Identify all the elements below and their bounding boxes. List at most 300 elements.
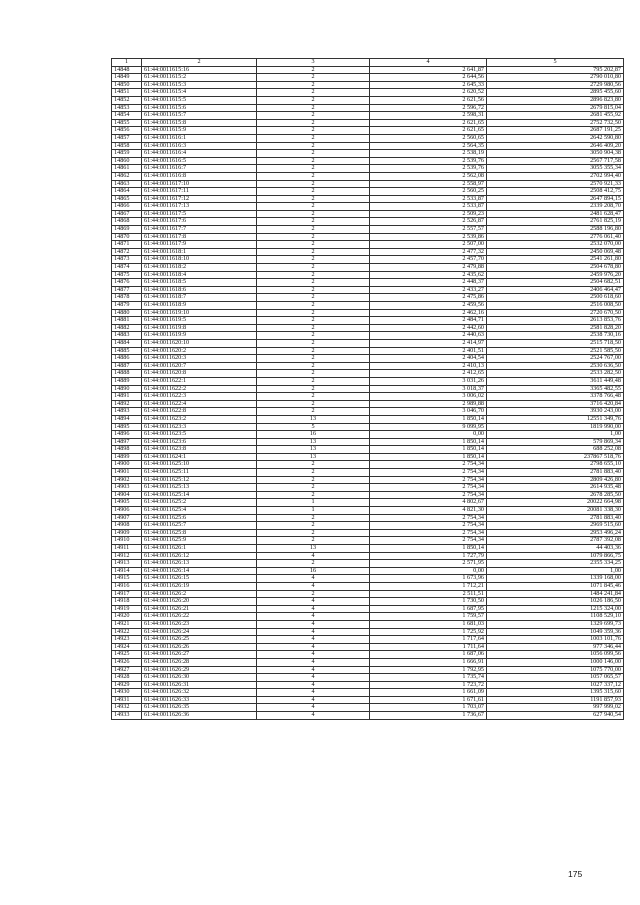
header-cell-4: 4 — [370, 59, 487, 67]
row-number-cell: 14904 — [112, 491, 142, 499]
cadastral-value-table — [111, 58, 624, 720]
zone-cell: 4 — [257, 598, 370, 606]
zone-cell: 4 — [257, 628, 370, 636]
table-row — [112, 689, 624, 697]
value-cell: 1079 866,75 — [487, 552, 624, 560]
row-number-cell: 14927 — [112, 666, 142, 674]
value-cell: 2896 823,80 — [487, 96, 624, 104]
value-cell: 2781 883,40 — [487, 514, 624, 522]
value-cell: 1819 990,00 — [487, 423, 624, 431]
zone-cell: 2 — [257, 294, 370, 302]
zone-cell: 4 — [257, 666, 370, 674]
area-cell: 2 620,52 — [370, 89, 487, 97]
table-row — [112, 134, 624, 142]
value-cell: 1026 186,50 — [487, 598, 624, 606]
zone-cell: 2 — [257, 157, 370, 165]
cadastral-number-cell: 61:44:0011626:1 — [142, 545, 257, 553]
cadastral-number-cell: 61:44:0011615:2 — [142, 74, 257, 82]
row-number-cell: 14930 — [112, 689, 142, 697]
row-number-cell: 14901 — [112, 469, 142, 477]
cadastral-number-cell: 61:44:0011618:5 — [142, 279, 257, 287]
zone-cell: 2 — [257, 537, 370, 545]
table-row — [112, 582, 624, 590]
table-row — [112, 408, 624, 416]
area-cell: 2 754,34 — [370, 529, 487, 537]
value-cell: 3611 449,48 — [487, 377, 624, 385]
row-number-cell: 14872 — [112, 248, 142, 256]
table-row — [112, 446, 624, 454]
cadastral-number-cell: 61:44:0011626:32 — [142, 689, 257, 697]
row-number-cell: 14917 — [112, 590, 142, 598]
value-cell: 1,00 — [487, 431, 624, 439]
cadastral-number-cell: 61:44:0011615:4 — [142, 89, 257, 97]
row-number-cell: 14921 — [112, 620, 142, 628]
table-row — [112, 507, 624, 515]
zone-cell: 13 — [257, 453, 370, 461]
table-row — [112, 620, 624, 628]
value-cell: 3055 355,34 — [487, 165, 624, 173]
cadastral-number-cell: 61:44:0011625:8 — [142, 529, 257, 537]
area-cell: 2 564,35 — [370, 142, 487, 150]
value-cell: 2646 409,20 — [487, 142, 624, 150]
value-cell: 2642 590,80 — [487, 134, 624, 142]
row-number-cell: 14933 — [112, 712, 142, 720]
table-row — [112, 165, 624, 173]
row-number-cell: 14928 — [112, 674, 142, 682]
row-number-cell: 14874 — [112, 264, 142, 272]
cadastral-number-cell: 61:44:0011625:10 — [142, 461, 257, 469]
row-number-cell: 14897 — [112, 438, 142, 446]
row-number-cell: 14891 — [112, 393, 142, 401]
value-cell: 2687 191,25 — [487, 127, 624, 135]
value-cell: 2787 392,08 — [487, 537, 624, 545]
zone-cell: 2 — [257, 347, 370, 355]
table-row — [112, 400, 624, 408]
zone-cell: 2 — [257, 119, 370, 127]
cadastral-number-cell: 61:44:0011617:11 — [142, 188, 257, 196]
area-cell: 2 558,97 — [370, 180, 487, 188]
area-cell: 1 717,64 — [370, 636, 487, 644]
area-cell: 4 802,67 — [370, 499, 487, 507]
value-cell: 2678 285,50 — [487, 491, 624, 499]
zone-cell: 2 — [257, 104, 370, 112]
area-cell: 1 850,14 — [370, 438, 487, 446]
area-cell: 2 448,37 — [370, 279, 487, 287]
area-cell: 2 754,34 — [370, 522, 487, 530]
zone-cell: 4 — [257, 696, 370, 704]
area-cell: 2 560,65 — [370, 134, 487, 142]
table-row — [112, 127, 624, 135]
area-cell: 1 792,95 — [370, 666, 487, 674]
zone-cell: 2 — [257, 74, 370, 82]
area-cell: 2 562,08 — [370, 172, 487, 180]
area-cell: 2 754,34 — [370, 469, 487, 477]
cadastral-number-cell: 61:44:0011622:8 — [142, 408, 257, 416]
table-row — [112, 89, 624, 97]
table-row — [112, 248, 624, 256]
value-cell: 1339 168,00 — [487, 575, 624, 583]
zone-cell: 4 — [257, 575, 370, 583]
table-row — [112, 324, 624, 332]
area-cell: 2 539,86 — [370, 233, 487, 241]
cadastral-number-cell: 61:44:0011623:2 — [142, 415, 257, 423]
table-row — [112, 613, 624, 621]
cadastral-number-cell: 61:44:0011617:13 — [142, 203, 257, 211]
area-cell: 1 703,07 — [370, 704, 487, 712]
area-cell: 2 475,86 — [370, 294, 487, 302]
value-cell: 237867 518,76 — [487, 453, 624, 461]
cadastral-number-cell: 61:44:0011625:14 — [142, 491, 257, 499]
table-row — [112, 499, 624, 507]
row-number-cell: 14851 — [112, 89, 142, 97]
cadastral-number-cell: 61:44:0011617:7 — [142, 226, 257, 234]
cadastral-number-cell: 61:44:0011619:5 — [142, 317, 257, 325]
area-cell: 0,00 — [370, 567, 487, 575]
value-cell: 2355 334,25 — [487, 560, 624, 568]
area-cell: 2 754,34 — [370, 537, 487, 545]
value-cell: 795 202,87 — [487, 66, 624, 74]
zone-cell: 2 — [257, 324, 370, 332]
cadastral-number-cell: 61:44:0011625:4 — [142, 507, 257, 515]
value-cell: 2450 069,48 — [487, 248, 624, 256]
row-number-cell: 14857 — [112, 134, 142, 142]
area-cell: 2 410,13 — [370, 362, 487, 370]
header-cell-5: 5 — [487, 59, 624, 67]
cadastral-number-cell: 61:44:0011622:2 — [142, 385, 257, 393]
value-cell: 1075 770,00 — [487, 666, 624, 674]
row-number-cell: 14920 — [112, 613, 142, 621]
table-row — [112, 522, 624, 530]
cadastral-number-cell: 61:44:0011622:1 — [142, 377, 257, 385]
cadastral-number-cell: 61:44:0011626:20 — [142, 598, 257, 606]
area-cell: 2 989,88 — [370, 400, 487, 408]
zone-cell: 2 — [257, 180, 370, 188]
table-row — [112, 385, 624, 393]
area-cell: 2 442,60 — [370, 324, 487, 332]
value-cell: 2781 883,40 — [487, 469, 624, 477]
value-cell: 2504 678,80 — [487, 264, 624, 272]
area-cell: 2 457,70 — [370, 256, 487, 264]
area-cell: 9 099,95 — [370, 423, 487, 431]
area-cell: 1 850,14 — [370, 545, 487, 553]
value-cell: 2809 426,80 — [487, 476, 624, 484]
table-row — [112, 180, 624, 188]
table-row — [112, 286, 624, 294]
row-number-cell: 14902 — [112, 476, 142, 484]
row-number-cell: 14898 — [112, 446, 142, 454]
row-number-cell: 14892 — [112, 400, 142, 408]
table-body — [112, 59, 624, 720]
value-cell: 2538 730,16 — [487, 332, 624, 340]
table-row — [112, 461, 624, 469]
zone-cell: 2 — [257, 279, 370, 287]
cadastral-number-cell: 61:44:0011615:3 — [142, 81, 257, 89]
row-number-cell: 14903 — [112, 484, 142, 492]
value-cell: 2588 196,80 — [487, 226, 624, 234]
zone-cell: 4 — [257, 620, 370, 628]
cadastral-number-cell: 61:44:0011619:8 — [142, 324, 257, 332]
zone-cell: 2 — [257, 286, 370, 294]
value-cell: 20081 338,30 — [487, 507, 624, 515]
row-number-cell: 14869 — [112, 226, 142, 234]
cadastral-number-cell: 61:44:0011618:10 — [142, 256, 257, 264]
row-number-cell: 14879 — [112, 302, 142, 310]
area-cell: 1 711,64 — [370, 643, 487, 651]
area-cell: 2 598,31 — [370, 112, 487, 120]
row-number-cell: 14922 — [112, 628, 142, 636]
table-row — [112, 66, 624, 74]
area-cell: 1 681,03 — [370, 620, 487, 628]
zone-cell: 2 — [257, 408, 370, 416]
value-cell: 2481 628,47 — [487, 210, 624, 218]
value-cell: 2702 994,40 — [487, 172, 624, 180]
value-cell: 12551 349,76 — [487, 415, 624, 423]
cadastral-number-cell: 61:44:0011626:33 — [142, 696, 257, 704]
row-number-cell: 14931 — [112, 696, 142, 704]
zone-cell: 2 — [257, 302, 370, 310]
table-row — [112, 605, 624, 613]
area-cell: 1 736,67 — [370, 712, 487, 720]
cadastral-number-cell: 61:44:0011616:5 — [142, 157, 257, 165]
header-cell-3: 3 — [257, 59, 370, 67]
value-cell: 1215 324,00 — [487, 605, 624, 613]
value-cell: 2508 412,75 — [487, 188, 624, 196]
zone-cell: 2 — [257, 362, 370, 370]
area-cell: 2 412,65 — [370, 370, 487, 378]
area-cell: 2 526,87 — [370, 218, 487, 226]
value-cell: 2567 717,58 — [487, 157, 624, 165]
table-row — [112, 423, 624, 431]
row-number-cell: 14868 — [112, 218, 142, 226]
area-cell: 2 621,65 — [370, 119, 487, 127]
value-cell: 1049 359,36 — [487, 628, 624, 636]
table-row — [112, 195, 624, 203]
row-number-cell: 14853 — [112, 104, 142, 112]
zone-cell: 4 — [257, 613, 370, 621]
area-cell: 1 850,14 — [370, 446, 487, 454]
value-cell: 2969 515,60 — [487, 522, 624, 530]
row-number-cell: 14876 — [112, 279, 142, 287]
table-row — [112, 438, 624, 446]
table-row — [112, 469, 624, 477]
zone-cell: 16 — [257, 567, 370, 575]
table-row — [112, 309, 624, 317]
zone-cell: 2 — [257, 226, 370, 234]
cadastral-number-cell: 61:44:0011618:4 — [142, 271, 257, 279]
zone-cell: 4 — [257, 712, 370, 720]
row-number-cell: 14923 — [112, 636, 142, 644]
area-cell: 1 723,72 — [370, 681, 487, 689]
table-row — [112, 674, 624, 682]
value-cell: 1191 857,93 — [487, 696, 624, 704]
value-cell: 977 346,44 — [487, 643, 624, 651]
zone-cell: 2 — [257, 218, 370, 226]
cadastral-number-cell: 61:44:0011626:13 — [142, 560, 257, 568]
value-cell: 2339 208,70 — [487, 203, 624, 211]
zone-cell: 4 — [257, 681, 370, 689]
zone-cell: 2 — [257, 317, 370, 325]
row-number-cell: 14882 — [112, 324, 142, 332]
area-cell: 2 538,19 — [370, 150, 487, 158]
table-row — [112, 514, 624, 522]
cadastral-number-cell: 61:44:0011616:8 — [142, 172, 257, 180]
table-row — [112, 377, 624, 385]
row-number-cell: 14883 — [112, 332, 142, 340]
cadastral-number-cell: 61:44:0011620:8 — [142, 370, 257, 378]
row-number-cell: 14926 — [112, 658, 142, 666]
cadastral-number-cell: 61:44:0011615:7 — [142, 112, 257, 120]
area-cell: 1 850,14 — [370, 453, 487, 461]
zone-cell: 2 — [257, 264, 370, 272]
value-cell: 2681 455,92 — [487, 112, 624, 120]
area-cell: 2 477,32 — [370, 248, 487, 256]
area-cell: 2 596,72 — [370, 104, 487, 112]
value-cell: 3716 420,84 — [487, 400, 624, 408]
cadastral-number-cell: 61:44:0011625:12 — [142, 476, 257, 484]
cadastral-number-cell: 61:44:0011625:6 — [142, 514, 257, 522]
table-row — [112, 453, 624, 461]
area-cell: 2 462,16 — [370, 309, 487, 317]
area-cell: 2 621,56 — [370, 96, 487, 104]
value-cell: 3930 243,00 — [487, 408, 624, 416]
zone-cell: 1 — [257, 499, 370, 507]
value-cell: 2581 828,20 — [487, 324, 624, 332]
table-row — [112, 598, 624, 606]
area-cell: 1 759,57 — [370, 613, 487, 621]
area-cell: 1 730,50 — [370, 598, 487, 606]
zone-cell: 2 — [257, 332, 370, 340]
cadastral-number-cell: 61:44:0011615:16 — [142, 66, 257, 74]
zone-cell: 4 — [257, 674, 370, 682]
value-cell: 1057 065,57 — [487, 674, 624, 682]
cadastral-number-cell: 61:44:0011625:2 — [142, 499, 257, 507]
zone-cell: 13 — [257, 438, 370, 446]
table-row — [112, 256, 624, 264]
cadastral-number-cell: 61:44:0011626:15 — [142, 575, 257, 583]
row-number-cell: 14912 — [112, 552, 142, 560]
table-row — [112, 332, 624, 340]
value-cell: 1329 699,73 — [487, 620, 624, 628]
table-row — [112, 226, 624, 234]
value-cell: 2570 921,33 — [487, 180, 624, 188]
value-cell: 688 252,08 — [487, 446, 624, 454]
row-number-cell: 14859 — [112, 150, 142, 158]
value-cell: 2406 464,47 — [487, 286, 624, 294]
row-number-cell: 14924 — [112, 643, 142, 651]
cadastral-number-cell: 61:44:0011615:9 — [142, 127, 257, 135]
cadastral-number-cell: 61:44:0011619:10 — [142, 309, 257, 317]
area-cell: 2 401,51 — [370, 347, 487, 355]
zone-cell: 2 — [257, 210, 370, 218]
row-number-cell: 14884 — [112, 339, 142, 347]
area-cell: 1 661,09 — [370, 689, 487, 697]
cadastral-number-cell: 61:44:0011626:23 — [142, 620, 257, 628]
cadastral-number-cell: 61:44:0011623:6 — [142, 438, 257, 446]
table-row — [112, 651, 624, 659]
area-cell: 2 621,65 — [370, 127, 487, 135]
value-cell: 2459 976,20 — [487, 271, 624, 279]
table-row — [112, 81, 624, 89]
value-cell: 2613 853,76 — [487, 317, 624, 325]
table-row — [112, 142, 624, 150]
zone-cell: 13 — [257, 545, 370, 553]
zone-cell: 5 — [257, 423, 370, 431]
cadastral-number-cell: 61:44:0011618:2 — [142, 264, 257, 272]
row-number-cell: 14881 — [112, 317, 142, 325]
area-cell: 2 754,34 — [370, 491, 487, 499]
row-number-cell: 14866 — [112, 203, 142, 211]
area-cell: 1 666,91 — [370, 658, 487, 666]
cadastral-number-cell: 61:44:0011626:2 — [142, 590, 257, 598]
table-row — [112, 370, 624, 378]
zone-cell: 4 — [257, 704, 370, 712]
cadastral-number-cell: 61:44:0011626:19 — [142, 582, 257, 590]
table-row — [112, 241, 624, 249]
value-cell: 627 940,54 — [487, 712, 624, 720]
cadastral-number-cell: 61:44:0011626:26 — [142, 643, 257, 651]
value-cell: 2533 282,50 — [487, 370, 624, 378]
row-number-cell: 14896 — [112, 431, 142, 439]
area-cell: 1 735,74 — [370, 674, 487, 682]
area-cell: 2 754,34 — [370, 484, 487, 492]
row-number-cell: 14914 — [112, 567, 142, 575]
table-row — [112, 317, 624, 325]
zone-cell: 2 — [257, 590, 370, 598]
cadastral-number-cell: 61:44:0011619:9 — [142, 332, 257, 340]
zone-cell: 2 — [257, 370, 370, 378]
value-cell: 2541 261,80 — [487, 256, 624, 264]
area-cell: 2 433,27 — [370, 286, 487, 294]
page-number: 175 — [568, 869, 583, 879]
area-cell: 2 435,62 — [370, 271, 487, 279]
zone-cell: 2 — [257, 96, 370, 104]
area-cell: 2 479,88 — [370, 264, 487, 272]
value-cell: 2504 682,51 — [487, 279, 624, 287]
cadastral-number-cell: 61:44:0011620:7 — [142, 362, 257, 370]
cadastral-number-cell: 61:44:0011626:28 — [142, 658, 257, 666]
row-number-cell: 14865 — [112, 195, 142, 203]
table-row — [112, 188, 624, 196]
table-row — [112, 203, 624, 211]
zone-cell: 2 — [257, 203, 370, 211]
row-number-cell: 14877 — [112, 286, 142, 294]
zone-cell: 4 — [257, 689, 370, 697]
area-cell: 2 459,56 — [370, 302, 487, 310]
row-number-cell: 14887 — [112, 362, 142, 370]
row-number-cell: 14890 — [112, 385, 142, 393]
zone-cell: 2 — [257, 81, 370, 89]
cadastral-number-cell: 61:44:0011617:9 — [142, 241, 257, 249]
table-header-row — [112, 59, 624, 67]
row-number-cell: 14880 — [112, 309, 142, 317]
area-cell: 2 754,34 — [370, 514, 487, 522]
area-cell: 2 754,34 — [370, 476, 487, 484]
zone-cell: 4 — [257, 643, 370, 651]
cadastral-number-cell: 61:44:0011617:5 — [142, 210, 257, 218]
cadastral-number-cell: 61:44:0011622:4 — [142, 400, 257, 408]
row-number-cell: 14895 — [112, 423, 142, 431]
cadastral-number-cell: 61:44:0011626:12 — [142, 552, 257, 560]
value-cell: 2524 767,00 — [487, 355, 624, 363]
row-number-cell: 14906 — [112, 507, 142, 515]
value-cell: 2776 061,40 — [487, 233, 624, 241]
table-row — [112, 279, 624, 287]
table-row — [112, 476, 624, 484]
cadastral-number-cell: 61:44:0011626:31 — [142, 681, 257, 689]
row-number-cell: 14864 — [112, 188, 142, 196]
zone-cell: 2 — [257, 377, 370, 385]
zone-cell: 2 — [257, 127, 370, 135]
